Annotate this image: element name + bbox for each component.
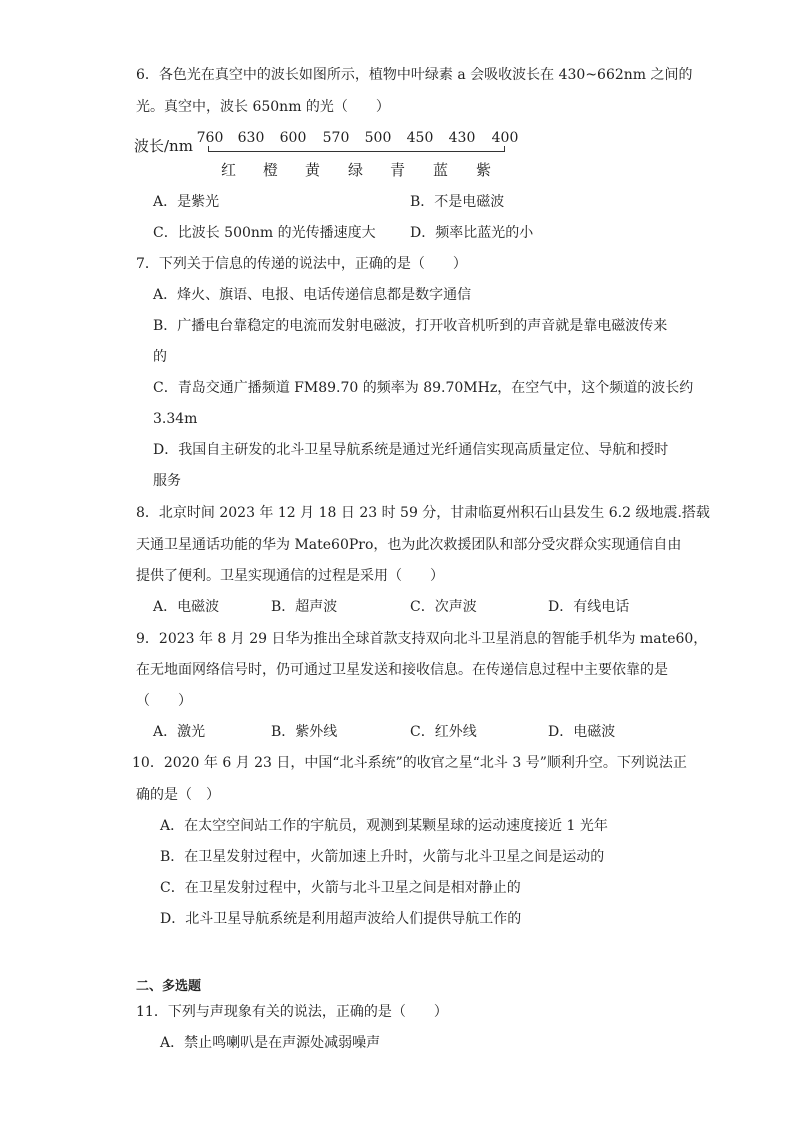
wavelength-400: 400 <box>491 130 519 146</box>
q7-option-d-line1: D．我国自主研发的北斗卫星导航系统是通过光纤通信实现高质量定位、导航和授时 <box>153 442 669 458</box>
q10-stem-line1: 10．2020 年 6 月 23 日，中国“北斗系统”的收官之星“北斗 3 号”顺利升空。下列说法正 <box>132 755 687 771</box>
q6-stem-line2: 光。真空中，波长 650nm 的光（ ） <box>136 99 390 115</box>
q8-stem-line1: 8．北京时间 2023 年 12 月 18 日 23 时 59 分，甘肃临夏州积石山县发生 6.2 级地震.搭载 <box>136 505 710 521</box>
scale-tick-left <box>208 146 209 152</box>
color-cyan: 青 <box>389 161 407 179</box>
wavelength-label: 波长/nm <box>134 137 193 155</box>
scale-baseline <box>208 151 505 152</box>
wavelength-450: 450 <box>406 130 434 146</box>
color-red: 红 <box>220 161 238 179</box>
q6-option-c: C．比波长 500nm 的光传播速度大 <box>153 225 376 241</box>
q11-option-a: A．禁止鸣喇叭是在声源处减弱噪声 <box>160 1035 381 1051</box>
q10-option-c: C．在卫星发射过程中，火箭与北斗卫星之间是相对静止的 <box>160 880 521 896</box>
q9-option-b: B．紫外线 <box>271 724 338 740</box>
q9-option-d: D．电磁波 <box>548 724 616 740</box>
section-heading-multiple-choice: 二、多选题 <box>136 979 202 994</box>
q7-option-c-line2: 3.34m <box>153 411 198 427</box>
q6-option-b: B．不是电磁波 <box>410 194 505 210</box>
q8-option-b: B．超声波 <box>271 599 338 615</box>
color-blue: 蓝 <box>432 161 450 179</box>
q8-option-d: D．有线电话 <box>548 599 630 615</box>
color-yellow: 黄 <box>304 161 322 179</box>
q7-option-a: A．烽火、旗语、电报、电话传递信息都是数字通信 <box>153 287 472 303</box>
wavelength-630: 630 <box>237 130 265 146</box>
q10-option-a: A．在太空空间站工作的宇航员，观测到某颗星球的运动速度接近 1 光年 <box>160 818 608 834</box>
q6-stem-line1: 6．各色光在真空中的波长如图所示，植物中叶绿素 a 会吸收波长在 430~662nm 之间的 <box>136 67 693 83</box>
q8-stem-line3: 提供了便利。卫星实现通信的过程是采用（ ） <box>136 568 444 584</box>
q8-option-a: A．电磁波 <box>153 599 220 615</box>
q9-stem-line1: 9．2023 年 8 月 29 日华为推出全球首款支持双向北斗卫星消息的智能手机华为 mate60， <box>136 631 708 647</box>
wavelength-600: 600 <box>279 130 307 146</box>
q7-option-d-line2: 服务 <box>153 473 181 489</box>
q6-option-a: A．是紫光 <box>153 194 220 210</box>
q10-stem-line2: 确的是（ ） <box>136 787 220 803</box>
q7-option-b-line1: B．广播电台靠稳定的电流而发射电磁波，打开收音机听到的声音就是靠电磁波传来 <box>153 318 668 334</box>
q10-option-b: B．在卫星发射过程中，火箭加速上升时，火箭与北斗卫星之间是运动的 <box>160 849 605 865</box>
q7-option-b-line2: 的 <box>153 349 167 365</box>
q11-stem: 11．下列与声现象有关的说法，正确的是（ ） <box>136 1004 448 1020</box>
wavelength-570: 570 <box>322 130 350 146</box>
wavelength-500: 500 <box>364 130 392 146</box>
wavelength-760: 760 <box>196 130 224 146</box>
q8-option-c: C．次声波 <box>410 599 477 615</box>
q8-stem-line2: 天通卫星通话功能的华为 Mate60Pro，也为此次救援团队和部分受灾群众实现通信自由 <box>136 537 682 553</box>
scale-tick-right <box>504 146 505 152</box>
color-orange: 橙 <box>262 161 280 179</box>
q9-stem-line2: 在无地面网络信号时，仍可通过卫星发送和接收信息。在传递信息过程中主要依靠的是 <box>136 662 668 678</box>
q7-option-c-line1: C．青岛交通广播频道 FM89.70 的频率为 89.70MHz，在空气中，这个频道的波长约 <box>153 380 694 396</box>
q10-option-d: D．北斗卫星导航系统是利用超声波给人们提供导航工作的 <box>160 911 522 927</box>
color-green: 绿 <box>347 161 365 179</box>
q6-option-d: D．频率比蓝光的小 <box>410 225 534 241</box>
q7-stem: 7．下列关于信息的传递的说法中，正确的是（ ） <box>136 256 467 272</box>
q9-stem-line3: （ ） <box>136 693 192 709</box>
color-violet: 紫 <box>475 161 493 179</box>
q9-option-c: C．红外线 <box>410 724 477 740</box>
wavelength-430: 430 <box>448 130 476 146</box>
q9-option-a: A．激光 <box>153 724 206 740</box>
